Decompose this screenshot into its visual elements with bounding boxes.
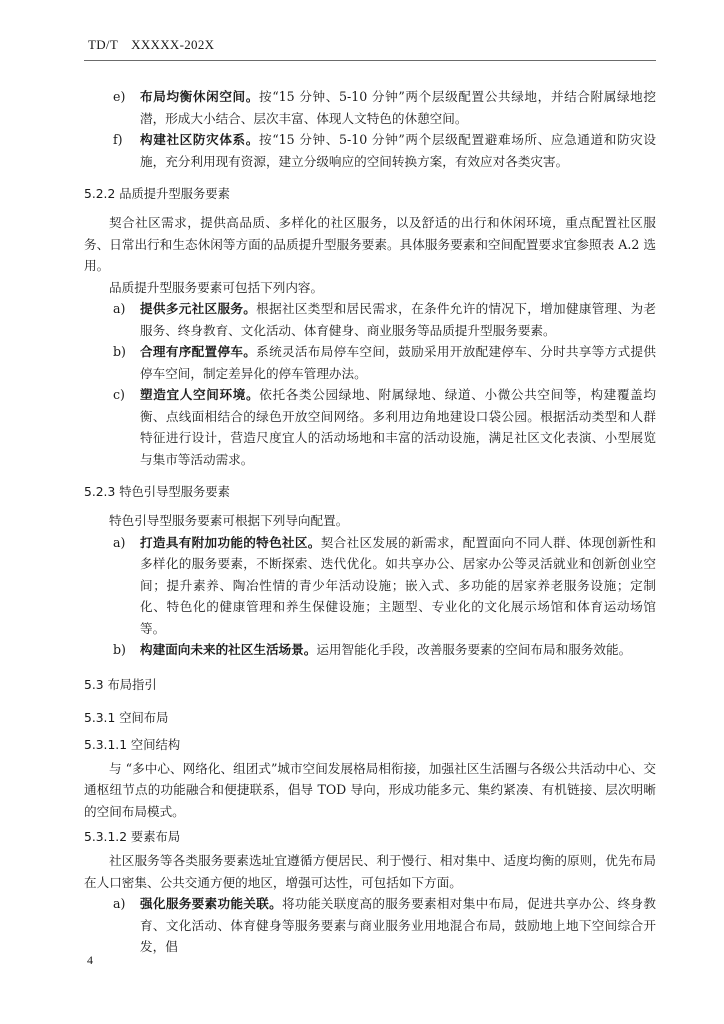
list-item-title: 提供多元社区服务。 xyxy=(140,301,257,316)
document-body xyxy=(84,86,656,958)
section-heading-5-3-1-1: 5.3.1.1 空间结构 xyxy=(84,737,181,752)
list-item-body: 契合社区发展的新需求，配置面向不同人群、体现创新性和多样化的服务要素，不断探索、迭代优化。如共享办公、居家办公等灵活就业和创新创业空间；提升素养、陶冶性情的青少年活动设施；嵌入式、多功能的居家养老服务设施；定制化、特色化的健康管理和养生保健设施；主题型、专业化的文化展示场馆和体育运动场馆等。 xyxy=(140,534,657,636)
list-text xyxy=(140,129,656,172)
list-item-title: 布局均衡休闲空间。 xyxy=(140,89,259,104)
list-item-e xyxy=(84,86,656,129)
list-item-body: 将功能关联度高的服务要素相对集中布局，促进共享办公、终身教育、文化活动、体育健身等服务要素与商业服务业用地混合布局，鼓励地上地下空间综合开发，倡 xyxy=(140,896,657,954)
list-marker: f) xyxy=(113,132,123,147)
list-marker: c) xyxy=(113,387,125,402)
list-item-body: 按“15 分钟、5-10 分钟”两个层级配置公共绿地，并结合附属绿地挖潜，形成大小结合、层次丰富、体现人文特色的休憩空间。 xyxy=(140,89,657,126)
list-item-a xyxy=(84,298,656,341)
list-item-title: 打造具有附加功能的特色社区。 xyxy=(140,534,321,550)
section-heading-5-3-1: 5.3.1 空间布局 xyxy=(84,710,169,725)
list-item-c xyxy=(84,384,656,470)
document-header-code: TD/T XXXXX-202X xyxy=(88,37,215,52)
list-marker: b) xyxy=(113,344,126,359)
list-item-title: 塑造宜人空间环境。 xyxy=(140,387,260,402)
list-text xyxy=(140,341,656,384)
list-item-f xyxy=(84,129,656,172)
list-item-b xyxy=(84,341,656,384)
list-text xyxy=(140,639,656,661)
list-text xyxy=(140,298,656,341)
header-rule xyxy=(84,60,656,61)
list-item-a xyxy=(84,532,656,640)
section-heading-5-2-2: 5.2.2 品质提升型服务要素 xyxy=(84,187,230,201)
list-item-title: 构建社区防灾体系。 xyxy=(140,132,259,147)
paragraph: 特色引导型服务要素可根据下列导向配置。 xyxy=(109,513,349,528)
list-marker: b) xyxy=(113,642,126,657)
paragraph: 品质提升型服务要素可包括下列内容。 xyxy=(109,279,324,295)
list-marker: a) xyxy=(113,896,126,911)
list-marker: a) xyxy=(113,301,126,316)
list-item-title: 合理有序配置停车。 xyxy=(140,344,257,359)
list-item-title: 构建面向未来的社区生活场景。 xyxy=(140,642,317,657)
list-item-title: 强化服务要素功能关联。 xyxy=(140,896,282,911)
list-text xyxy=(140,86,656,129)
list-item-body: 系统灵活布局停车空间，鼓励采用开放配建停车、分时共享等方式提供停车空间，制定差异化的停车管理办法。 xyxy=(140,344,657,381)
list-item-body: 运用智能化手段，改善服务要素的空间布局和服务效能。 xyxy=(316,642,632,657)
section-heading-5-3: 5.3 布局指引 xyxy=(84,677,157,692)
list-text xyxy=(140,532,656,640)
page-number: 4 xyxy=(87,953,93,967)
list-item-b xyxy=(84,639,656,661)
list-item-body: 依托各类公园绿地、附属绿地、绿道、小微公共空间等，构建覆盖均衡、点线面相结合的绿色开放空间网络。多利用边角地建设口袋公园。根据活动类型和人群特征进行设计，营造尺度宜人的活动场地和丰富的活动设施，满足社区文化表演、小型展览与集市等活动需求。 xyxy=(140,387,657,467)
list-item-body: 根据社区类型和居民需求，在条件允许的情况下，增加健康管理、为老服务、终身教育、文化活动、体育健身、商业服务等品质提升型服务要素。 xyxy=(140,301,657,338)
list-marker: e) xyxy=(113,89,126,104)
list-item-a xyxy=(84,893,656,958)
paragraph: 契合社区需求，提供高品质、多样化的社区服务，以及舒适的出行和休闲环境，重点配置社区服务、日常出行和生态休闲等方面的品质提升型服务要素。具体服务要素和空间配置要求宜参照表 A.2 选用。 xyxy=(84,215,656,273)
list-text xyxy=(140,893,656,958)
section-heading-5-3-1-2: 5.3.1.2 要素布局 xyxy=(84,830,181,844)
list-marker: a) xyxy=(113,534,126,550)
paragraph: 社区服务等各类服务要素选址宜遵循方便居民、利于慢行、相对集中、适度均衡的原则，优先布局在人口密集、公共交通方便的地区，增强可达性，可包括如下方面。 xyxy=(84,853,656,890)
list-item-body: 按“15 分钟、5-10 分钟”两个层级配置避难场所、应急通道和防灾设施，充分利用现有资源，建立分级响应的空间转换方案，有效应对各类灾害。 xyxy=(140,132,657,169)
paragraph: 与 “多中心、网络化、组团式”城市空间发展格局相衔接，加强社区生活圈与各级公共活动中心、交通枢纽节点的功能融合和便捷联系，倡导 TOD 导向，形成功能多元、集约紧凑、有机链接、层次明晰的空间布局模式。 xyxy=(84,760,656,819)
list-text xyxy=(140,384,656,470)
section-heading-5-2-3: 5.2.3 特色引导型服务要素 xyxy=(84,485,230,499)
